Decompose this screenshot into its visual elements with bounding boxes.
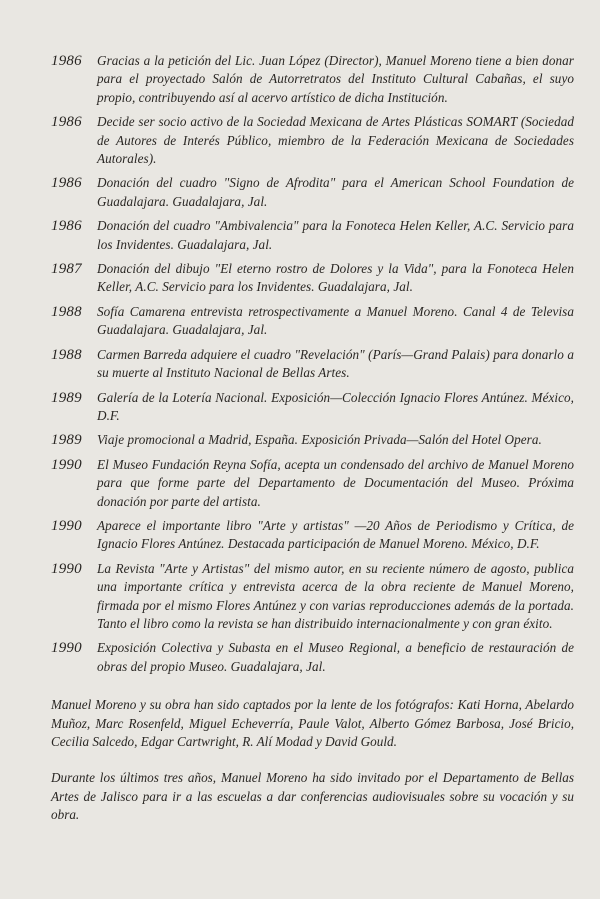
- entry-year: 1990: [51, 456, 82, 473]
- chronology-entry: [51, 389, 574, 426]
- entry-year: 1986: [51, 175, 82, 192]
- entry-year: 1987: [51, 261, 82, 278]
- entry-year: 1988: [51, 346, 82, 363]
- entry-text: El Museo Fundación Reyna Sofía, acepta un condensado del archivo de Manuel Moreno para que forme parte del Departamento de Documentación del Museo. Próxima donación por parte del artista.: [97, 456, 574, 509]
- chronology-entry: [51, 260, 574, 297]
- chronology-entry: [51, 346, 574, 383]
- chronology-entry: [51, 639, 574, 676]
- chronology-entry: [51, 217, 574, 254]
- entry-text: Exposición Colectiva y Subasta en el Museo Regional, a beneficio de restauración de obras del propio Museo. Guadalajara, Jal.: [97, 640, 574, 674]
- entry-text: Gracias a la petición del Lic. Juan López (Director), Manuel Moreno tiene a bien donar para el proyectado Salón de Autorretratos del Instituto Cultural Cabañas, el suyo propio, contribuyendo así al acervo artístico de dicha Institución.: [97, 53, 574, 105]
- entry-text: La Revista "Arte y Artistas" del mismo autor, en su reciente número de agosto, publica una importante crítica y entrevista acerca de la obra reciente de Manuel Moreno, firmada por el mismo Flores Antúnez y con varias reproducciones además de la portada. Tanto el libro como la revista se han distribuido internacionalmente y con gran éxito.: [97, 560, 574, 631]
- chronology-entry: [51, 517, 574, 554]
- chronology-entry: [51, 456, 574, 511]
- chronology-entry: [51, 174, 574, 211]
- chronology-list: [51, 52, 574, 676]
- chronology-entry: [51, 113, 574, 168]
- entry-year: 1989: [51, 389, 82, 406]
- entry-text: Carmen Barreda adquiere el cuadro "Revelación" (París—Grand Palais) para donarlo a su muerte al Instituto Nacional de Bellas Artes.: [97, 346, 574, 381]
- entry-text: Donación del cuadro "Ambivalencia" para la Fonoteca Helen Keller, A.C. Servicio para los Invidentes. Guadalajara, Jal.: [97, 218, 574, 252]
- entry-year: 1990: [51, 560, 82, 577]
- entry-text: Donación del cuadro "Signo de Afrodita" para el American School Foundation de Guadalajara. Guadalajara, Jal.: [97, 175, 574, 209]
- chronology-entry: [51, 303, 574, 340]
- entry-year: 1988: [51, 303, 82, 320]
- entry-year: 1990: [51, 640, 82, 657]
- entry-year: 1989: [51, 432, 82, 449]
- entry-text: Aparece el importante libro "Arte y artistas" —20 Años de Periodismo y Crítica, de Ignacio Flores Antúnez. Destacada participación de Manuel Moreno. México, D.F.: [97, 517, 574, 552]
- entry-text: Sofía Camarena entrevista retrospectivamente a Manuel Moreno. Canal 4 de Televisa Guadalajara. Guadalajara, Jal.: [97, 303, 574, 338]
- photographers-paragraph: Manuel Moreno y su obra han sido captados por la lente de los fotógrafos: Kati Horna, Abelardo Muñoz, Marc Rosenfeld, Miguel Echeverría, Paule Valot, Alberto Gómez Barbosa, José Bricio, Cecilia Salcedo, Edgar Cartwright, R. Alí Modad y David Gould.: [51, 697, 574, 749]
- entry-text: Donación del dibujo "El eterno rostro de Dolores y la Vida", para la Fonoteca Helen Keller, A.C. Servicio para los Invidentes. Guadalajara, Jal.: [97, 261, 574, 295]
- entry-year: 1986: [51, 114, 82, 131]
- entry-text: Decide ser socio activo de la Sociedad Mexicana de Artes Plásticas SOMART (Sociedad de Autores de Interés Público, miembro de la Federación Mexicana de Sociedades Autorales).: [97, 114, 574, 167]
- entry-year: 1990: [51, 517, 82, 534]
- chronology-entry: [51, 52, 574, 107]
- entry-text: Viaje promocional a Madrid, España. Exposición Privada—Salón del Hotel Opera.: [97, 432, 542, 448]
- entry-year: 1986: [51, 53, 82, 69]
- conferences-paragraph: Durante los últimos tres años, Manuel Moreno ha sido invitado por el Departamento de Bellas Artes de Jalisco para ir a las escuelas a dar conferencias audiovisuales sobre su vocación y su obra.: [51, 770, 574, 823]
- entry-text: Galería de la Lotería Nacional. Exposición—Colección Ignacio Flores Antúnez. México, D.F.: [97, 389, 574, 423]
- chronology-entry: [51, 560, 574, 634]
- chronology-entry: [51, 431, 574, 449]
- entry-year: 1986: [51, 218, 82, 235]
